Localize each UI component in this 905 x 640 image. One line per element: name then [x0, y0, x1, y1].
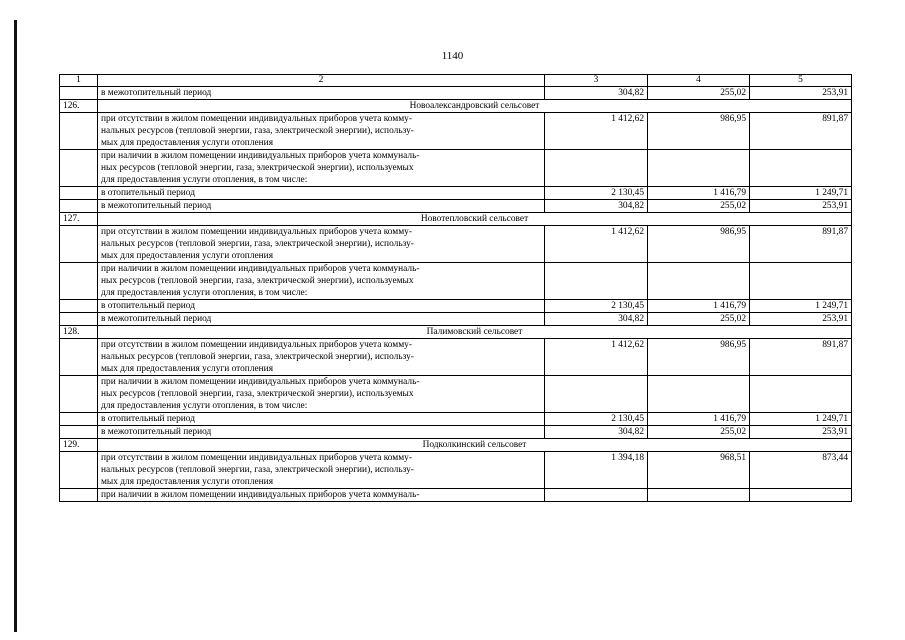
value-col-5: 1 249,71	[750, 300, 852, 313]
value-col-4	[648, 376, 750, 413]
row-label: в отопительный период	[98, 413, 545, 426]
value-col-3: 304,82	[545, 87, 648, 100]
row-number-cell	[60, 339, 98, 376]
description-line: мых для предоставления услуги отопления	[101, 477, 274, 487]
section-header-row	[60, 100, 852, 113]
value-col-3: 1 412,62	[545, 339, 648, 376]
row-description	[98, 226, 545, 263]
value-col-5: 891,87	[750, 226, 852, 263]
section-number: 127.	[60, 213, 98, 226]
description-line: при наличии в жилом помещении индивидуальных приборов учета коммуналь-	[101, 377, 420, 387]
description-line: нальных ресурсов (тепловой энергии, газа, электрической энергии), использу-	[101, 352, 414, 362]
description-line: для предоставления услуги отопления, в том числе:	[101, 288, 308, 298]
value-col-5	[750, 263, 852, 300]
value-col-4: 1 416,79	[648, 187, 750, 200]
section-number: 129.	[60, 439, 98, 452]
row-number-cell	[60, 200, 98, 213]
value-col-4: 986,95	[648, 339, 750, 376]
value-col-3: 1 412,62	[545, 226, 648, 263]
table-row	[60, 187, 852, 200]
table-row	[60, 489, 852, 502]
header-col-1: 1	[60, 75, 98, 87]
description-line: нальных ресурсов (тепловой энергии, газа, электрической энергии), использу-	[101, 126, 414, 136]
table-row	[60, 87, 852, 100]
section-number: 126.	[60, 100, 98, 113]
section-header-row	[60, 439, 852, 452]
description-line: при отсутствии в жилом помещении индивидуальных приборов учета комму-	[101, 340, 412, 350]
value-col-5: 1 249,71	[750, 187, 852, 200]
row-number-cell	[60, 489, 98, 502]
row-number-cell	[60, 263, 98, 300]
value-col-3	[545, 376, 648, 413]
value-col-5	[750, 150, 852, 187]
table-row	[60, 113, 852, 150]
row-description: при наличии в жилом помещении индивидуальных приборов учета коммуналь-	[98, 489, 545, 502]
row-description	[98, 339, 545, 376]
description-line: для предоставления услуги отопления, в том числе:	[101, 401, 308, 411]
value-col-4: 255,02	[648, 426, 750, 439]
value-col-4: 1 416,79	[648, 413, 750, 426]
value-col-5: 253,91	[750, 87, 852, 100]
row-description	[98, 150, 545, 187]
description-line: при отсутствии в жилом помещении индивидуальных приборов учета комму-	[101, 453, 412, 463]
row-label: в межотопительный период	[98, 87, 545, 100]
value-col-5: 253,91	[750, 426, 852, 439]
value-col-4	[648, 150, 750, 187]
row-description	[98, 452, 545, 489]
row-number-cell	[60, 426, 98, 439]
value-col-3	[545, 263, 648, 300]
header-col-2: 2	[98, 75, 545, 87]
value-col-3: 2 130,45	[545, 187, 648, 200]
table-row	[60, 413, 852, 426]
value-col-3: 1 412,62	[545, 113, 648, 150]
value-col-5: 253,91	[750, 313, 852, 326]
tariff-table	[59, 74, 852, 502]
table-row	[60, 200, 852, 213]
description-line: нальных ресурсов (тепловой энергии, газа, электрической энергии), использу-	[101, 239, 414, 249]
table-row	[60, 313, 852, 326]
value-col-5: 873,44	[750, 452, 852, 489]
table-row	[60, 300, 852, 313]
section-header-row	[60, 213, 852, 226]
table-row	[60, 226, 852, 263]
section-title: Новоалександровский сельсовет	[98, 100, 852, 113]
description-line: мых для предоставления услуги отопления	[101, 364, 274, 374]
value-col-3: 1 394,18	[545, 452, 648, 489]
value-col-3: 2 130,45	[545, 413, 648, 426]
value-col-4: 986,95	[648, 113, 750, 150]
row-number-cell	[60, 413, 98, 426]
row-description	[98, 376, 545, 413]
row-number-cell	[60, 300, 98, 313]
description-line: ных ресурсов (тепловой энергии, газа, электрической энергии), используемых	[101, 276, 414, 286]
value-col-3	[545, 150, 648, 187]
value-col-4: 255,02	[648, 200, 750, 213]
row-number-cell	[60, 150, 98, 187]
table-row	[60, 263, 852, 300]
value-col-4: 255,02	[648, 87, 750, 100]
section-header-row	[60, 326, 852, 339]
row-number-cell	[60, 187, 98, 200]
value-col-4: 255,02	[648, 313, 750, 326]
table-row	[60, 150, 852, 187]
row-label: в межотопительный период	[98, 313, 545, 326]
row-number-cell	[60, 376, 98, 413]
row-label: в межотопительный период	[98, 426, 545, 439]
description-line: при наличии в жилом помещении индивидуальных приборов учета коммуналь-	[101, 151, 420, 161]
row-description	[98, 113, 545, 150]
header-row	[60, 75, 852, 87]
description-line: при отсутствии в жилом помещении индивидуальных приборов учета комму-	[101, 114, 412, 124]
section-title: Новотепловский сельсовет	[98, 213, 852, 226]
description-line: мых для предоставления услуги отопления	[101, 251, 274, 261]
description-line: ных ресурсов (тепловой энергии, газа, электрической энергии), используемых	[101, 163, 414, 173]
table-row	[60, 452, 852, 489]
row-description	[98, 263, 545, 300]
table-row	[60, 426, 852, 439]
value-col-5	[750, 489, 852, 502]
table-row	[60, 339, 852, 376]
value-col-3: 304,82	[545, 426, 648, 439]
value-col-5: 891,87	[750, 339, 852, 376]
row-number-cell	[60, 113, 98, 150]
header-col-4: 4	[648, 75, 750, 87]
value-col-3	[545, 489, 648, 502]
value-col-5	[750, 376, 852, 413]
value-col-5: 1 249,71	[750, 413, 852, 426]
header-col-3: 3	[545, 75, 648, 87]
value-col-3: 304,82	[545, 313, 648, 326]
section-title: Палимовский сельсовет	[98, 326, 852, 339]
page-number: 1140	[441, 50, 464, 62]
row-number-cell	[60, 226, 98, 263]
value-col-4: 1 416,79	[648, 300, 750, 313]
row-label: в межотопительный период	[98, 200, 545, 213]
row-number-cell	[60, 452, 98, 489]
value-col-4	[648, 263, 750, 300]
value-col-5: 253,91	[750, 200, 852, 213]
row-label: в отопительный период	[98, 300, 545, 313]
header-col-5: 5	[750, 75, 852, 87]
value-col-4: 968,51	[648, 452, 750, 489]
value-col-3: 304,82	[545, 200, 648, 213]
value-col-4: 986,95	[648, 226, 750, 263]
row-label: в отопительный период	[98, 187, 545, 200]
section-number: 128.	[60, 326, 98, 339]
row-number-cell	[60, 313, 98, 326]
description-line: ных ресурсов (тепловой энергии, газа, электрической энергии), используемых	[101, 389, 414, 399]
description-line: при отсутствии в жилом помещении индивидуальных приборов учета комму-	[101, 227, 412, 237]
value-col-5: 891,87	[750, 113, 852, 150]
binder-edge	[14, 20, 17, 632]
description-line: для предоставления услуги отопления, в том числе:	[101, 175, 308, 185]
value-col-4	[648, 489, 750, 502]
value-col-3: 2 130,45	[545, 300, 648, 313]
description-line: нальных ресурсов (тепловой энергии, газа, электрической энергии), использу-	[101, 465, 414, 475]
table-row	[60, 376, 852, 413]
description-line: при наличии в жилом помещении индивидуальных приборов учета коммуналь-	[101, 264, 420, 274]
description-line: мых для предоставления услуги отопления	[101, 138, 274, 148]
section-title: Подколкинский сельсовет	[98, 439, 852, 452]
